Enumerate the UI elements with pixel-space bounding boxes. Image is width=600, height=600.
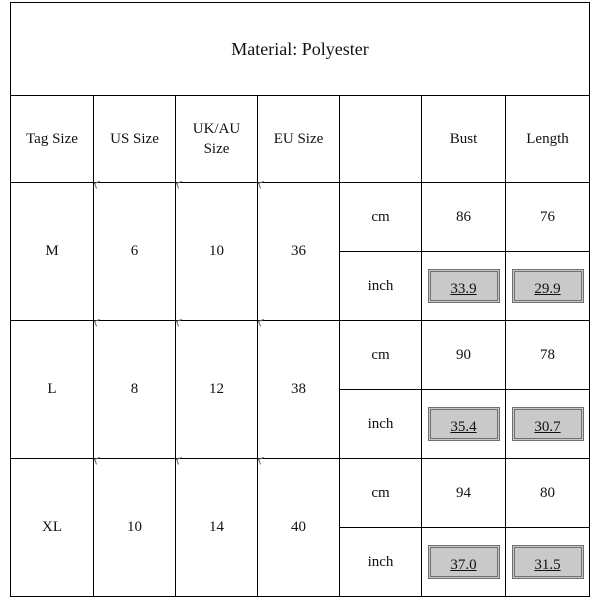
us-size-value: 10	[127, 519, 142, 535]
corner-mark	[94, 319, 102, 327]
length-inch-cell	[506, 390, 590, 459]
uk-size-value: 14	[209, 519, 224, 535]
tag-size-cell: L	[11, 321, 94, 459]
eu-size-value: 38	[291, 381, 306, 397]
bust-inch-value: 33.9	[428, 269, 500, 303]
eu-size-cell	[258, 459, 340, 597]
uk-size-value: 12	[209, 381, 224, 397]
corner-mark	[176, 181, 184, 189]
eu-size-value: 40	[291, 519, 306, 535]
length-cm-cell: 78	[506, 321, 590, 390]
bust-inch-cell	[422, 390, 506, 459]
header-length: Length	[506, 96, 590, 183]
unit-inch-cell: inch	[340, 390, 422, 459]
eu-size-cell	[258, 183, 340, 321]
bust-cm-cell: 90	[422, 321, 506, 390]
header-bust: Bust	[422, 96, 506, 183]
bust-inch-value: 37.0	[428, 545, 500, 579]
uk-size-cell	[176, 459, 258, 597]
header-unit	[340, 96, 422, 183]
corner-mark	[94, 181, 102, 189]
header-tag-size: Tag Size	[11, 96, 94, 183]
us-size-value: 6	[130, 243, 139, 259]
length-inch-cell	[506, 252, 590, 321]
length-inch-value: 30.7	[512, 407, 584, 441]
header-us-size: US Size	[94, 96, 176, 183]
corner-mark	[176, 319, 184, 327]
corner-mark	[258, 457, 266, 465]
bust-inch-cell	[422, 528, 506, 597]
corner-mark	[176, 457, 184, 465]
length-inch-cell	[506, 528, 590, 597]
unit-cm-cell: cm	[340, 321, 422, 390]
unit-inch-cell: inch	[340, 252, 422, 321]
eu-size-value: 36	[291, 243, 306, 259]
header-uk-au-size	[176, 96, 258, 183]
length-cm-cell: 76	[506, 183, 590, 252]
corner-mark	[258, 319, 266, 327]
unit-cm-cell: cm	[340, 459, 422, 528]
tag-size-cell: M	[11, 183, 94, 321]
corner-mark	[94, 457, 102, 465]
header-eu-size: EU Size	[258, 96, 340, 183]
uk-size-cell	[176, 183, 258, 321]
uk-size-cell	[176, 321, 258, 459]
bust-cm-cell: 86	[422, 183, 506, 252]
us-size-cell	[94, 183, 176, 321]
length-cm-cell: 80	[506, 459, 590, 528]
bust-inch-value: 35.4	[428, 407, 500, 441]
corner-mark	[258, 181, 266, 189]
header-uk-au-line2: Size	[203, 141, 230, 157]
us-size-cell	[94, 321, 176, 459]
length-inch-value: 31.5	[512, 545, 584, 579]
header-uk-au-line1: UK/AU	[192, 120, 241, 137]
uk-size-value: 10	[209, 243, 224, 259]
bust-inch-cell	[422, 252, 506, 321]
bust-cm-cell: 94	[422, 459, 506, 528]
material-title: Material: Polyester	[11, 3, 590, 96]
us-size-cell	[94, 459, 176, 597]
eu-size-cell	[258, 321, 340, 459]
size-chart-table	[10, 2, 590, 597]
length-inch-value: 29.9	[512, 269, 584, 303]
us-size-value: 8	[130, 381, 139, 397]
unit-cm-cell: cm	[340, 183, 422, 252]
tag-size-cell: XL	[11, 459, 94, 597]
unit-inch-cell: inch	[340, 528, 422, 597]
